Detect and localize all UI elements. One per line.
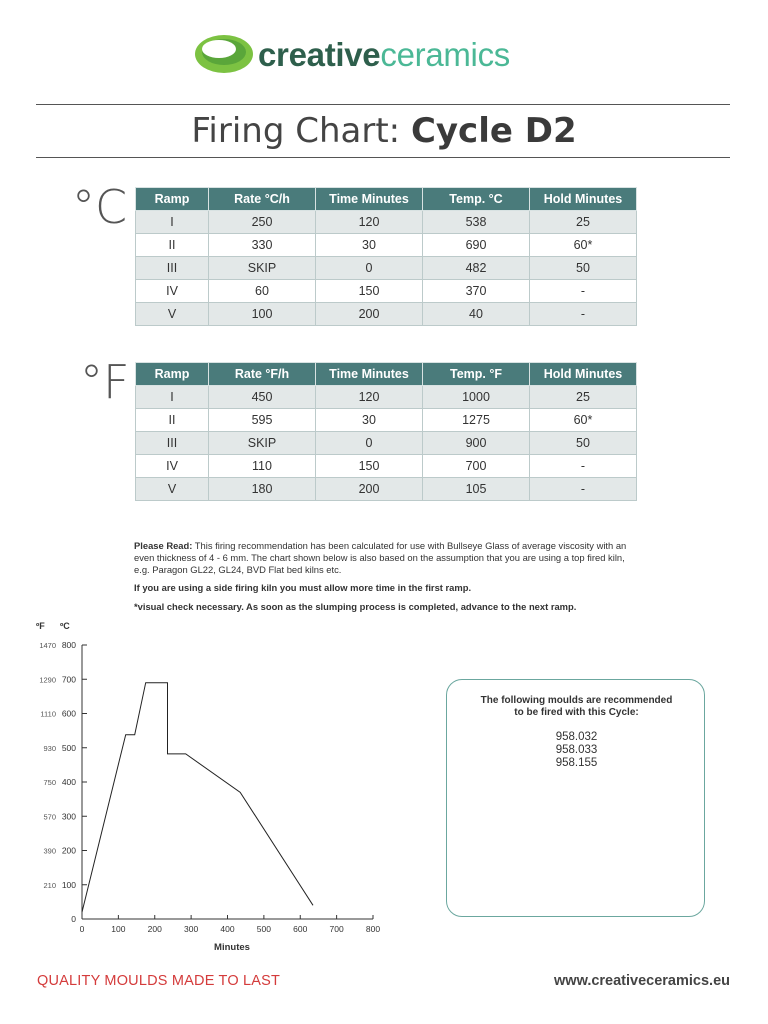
y-tick-label-c: 100	[61, 879, 76, 890]
table-row	[136, 432, 637, 455]
table-cell: 150	[316, 280, 423, 303]
column-header: Rate °C/h	[209, 188, 316, 211]
table-header-row	[136, 363, 637, 386]
title-rule-top	[36, 104, 730, 105]
y-tick-label-c: 600	[61, 708, 76, 719]
moulds-list	[447, 731, 706, 770]
table-row	[136, 257, 637, 280]
table-cell: I	[136, 211, 209, 234]
table-cell: 150	[316, 455, 423, 478]
column-header: Ramp	[136, 363, 209, 386]
footer-website[interactable]: www.creativeceramics.eu	[554, 973, 730, 989]
column-header: Hold Minutes	[530, 188, 637, 211]
table-cell: 50	[530, 257, 637, 280]
x-tick-label: 400	[220, 924, 235, 934]
fahrenheit-symbol: °F	[80, 355, 130, 409]
x-tick-label: 500	[256, 924, 271, 934]
table-cell: 690	[423, 234, 530, 257]
note-please-read	[134, 540, 634, 576]
y-tick-label-c: 500	[61, 742, 76, 753]
column-header: Temp. °F	[423, 363, 530, 386]
x-tick-label: 200	[147, 924, 162, 934]
firing-chart	[0, 618, 400, 958]
table-cell: 482	[423, 257, 530, 280]
table-cell: 0	[316, 432, 423, 455]
table-cell: -	[530, 280, 637, 303]
x-tick-label: 700	[329, 924, 344, 934]
brand-word-2: ceramics	[380, 36, 510, 73]
table-cell: 105	[423, 478, 530, 501]
y-axis-label-f: ºF	[36, 621, 45, 631]
logo-ring-highlight	[202, 40, 236, 58]
table-cell: 60	[209, 280, 316, 303]
table-cell: III	[136, 257, 209, 280]
celsius-table	[135, 187, 637, 326]
table-cell: 50	[530, 432, 637, 455]
y-tick-label-f: 750	[43, 778, 56, 787]
table-cell: 1275	[423, 409, 530, 432]
brand-word-1: creative	[258, 36, 381, 73]
note-visual-check: *visual check necessary. As soon as the slumping process is completed, advance to the next ramp.	[134, 601, 577, 612]
page-title	[0, 110, 768, 152]
table-cell: 40	[423, 303, 530, 326]
note-side-firing: If you are using a side firing kiln you must allow more time in the first ramp.	[134, 582, 472, 593]
table-cell: 30	[316, 234, 423, 257]
table-cell: 100	[209, 303, 316, 326]
table-cell: 180	[209, 478, 316, 501]
table-cell: 538	[423, 211, 530, 234]
x-tick-label: 100	[111, 924, 126, 934]
y-tick-label-c: 700	[61, 674, 76, 685]
mould-item: 958.033	[555, 744, 598, 756]
table-row	[136, 455, 637, 478]
table-cell: 110	[209, 455, 316, 478]
table-cell: 25	[530, 211, 637, 234]
series-line	[82, 683, 313, 912]
table-cell: 60*	[530, 409, 637, 432]
y-tick-label-f: 570	[43, 812, 56, 822]
table-cell: 450	[209, 386, 316, 409]
note-label: Please Read:	[134, 540, 193, 551]
y-tick-label-f: 1290	[39, 675, 56, 685]
moulds-heading-line1: The following moulds are recommended	[480, 695, 673, 706]
table-cell: 120	[316, 211, 423, 234]
y-axis-label-c: ºC	[60, 621, 70, 631]
table-cell: 330	[209, 234, 316, 257]
mould-item: 958.155	[555, 757, 598, 769]
moulds-panel	[446, 679, 705, 917]
table-row	[136, 409, 637, 432]
x-tick-label: 800	[365, 924, 381, 934]
table-cell: 1000	[423, 386, 530, 409]
y-tick-label-f: 390	[43, 846, 56, 856]
moulds-heading	[447, 695, 706, 719]
table-cell: V	[136, 303, 209, 326]
column-header: Rate °F/h	[209, 363, 316, 386]
x-tick-label: 600	[293, 924, 308, 934]
table-row	[136, 303, 637, 326]
title-bold: Cycle D2	[410, 111, 577, 151]
table-row	[136, 211, 637, 234]
table-cell: -	[530, 455, 637, 478]
x-tick-label: 0	[79, 924, 85, 934]
column-header: Time Minutes	[316, 363, 423, 386]
table-cell: 370	[423, 280, 530, 303]
column-header: Hold Minutes	[530, 363, 637, 386]
y-tick-label-c: 0	[71, 914, 76, 924]
y-tick-label-f: 930	[43, 743, 56, 753]
y-tick-label-c: 400	[61, 777, 76, 787]
chart-axes	[82, 645, 373, 919]
table-cell: 30	[316, 409, 423, 432]
celsius-symbol: °C	[72, 180, 128, 234]
table-cell: III	[136, 432, 209, 455]
table-cell: 60*	[530, 234, 637, 257]
table-cell: II	[136, 409, 209, 432]
y-tick-label-c: 300	[61, 811, 76, 822]
table-cell: II	[136, 234, 209, 257]
table-cell: -	[530, 478, 637, 501]
column-header: Ramp	[136, 188, 209, 211]
table-row	[136, 234, 637, 257]
table-row	[136, 478, 637, 501]
fahrenheit-table	[135, 362, 637, 501]
table-cell: 0	[316, 257, 423, 280]
chart-ticks	[39, 640, 380, 934]
mould-item: 958.032	[555, 731, 598, 743]
table-header-row	[136, 188, 637, 211]
table-cell: SKIP	[209, 432, 316, 455]
table-cell: I	[136, 386, 209, 409]
y-tick-label-f: 210	[43, 880, 56, 890]
table-cell: 120	[316, 386, 423, 409]
y-tick-label-f: 1470	[39, 641, 56, 650]
brand-wordmark	[258, 36, 510, 74]
column-header: Time Minutes	[316, 188, 423, 211]
table-cell: 595	[209, 409, 316, 432]
y-tick-label-f: 1110	[40, 709, 56, 719]
title-rule-bottom	[36, 157, 730, 158]
title-light: Firing Chart:	[191, 111, 411, 151]
note-body: This firing recommendation has been calculated for use with Bullseye Glass of average viscosity with an even thickness of 4 - 6 mm. The chart shown below is also based on the assumption that you are using a top fired kiln, e.g. Paragon GL22, GL24, BVD Flat bed kilns etc.	[134, 540, 627, 575]
moulds-heading-line2: to be fired with this Cycle:	[514, 707, 639, 718]
x-tick-label: 300	[184, 924, 199, 934]
table-cell: SKIP	[209, 257, 316, 280]
table-cell: 200	[316, 478, 423, 501]
table-cell: IV	[136, 280, 209, 303]
table-cell: 900	[423, 432, 530, 455]
y-tick-label-c: 800	[61, 640, 76, 650]
table-row	[136, 386, 637, 409]
table-cell: 700	[423, 455, 530, 478]
table-cell: -	[530, 303, 637, 326]
table-cell: V	[136, 478, 209, 501]
table-cell: IV	[136, 455, 209, 478]
table-row	[136, 280, 637, 303]
table-cell: 25	[530, 386, 637, 409]
footer-tagline: QUALITY MOULDS MADE TO LAST	[37, 973, 281, 989]
y-tick-label-c: 200	[61, 845, 76, 856]
column-header: Temp. °C	[423, 188, 530, 211]
table-cell: 200	[316, 303, 423, 326]
table-cell: 250	[209, 211, 316, 234]
x-axis-label: Minutes	[214, 942, 250, 953]
